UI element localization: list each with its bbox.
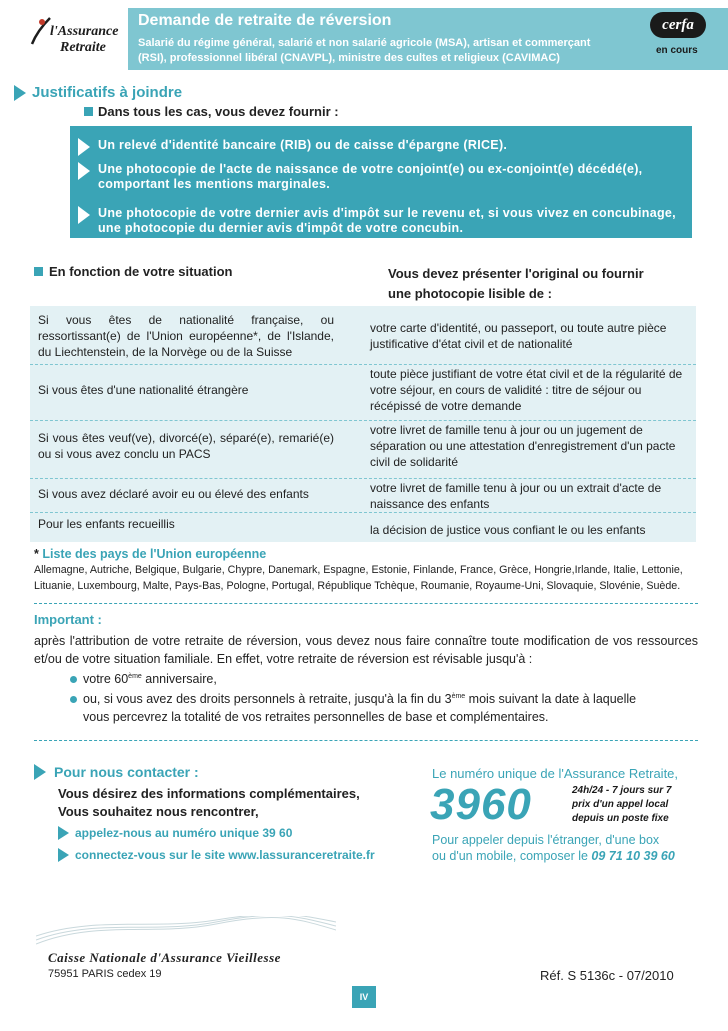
document-title: Demande de retraite de réversion [138, 12, 392, 29]
table-cell-document: votre livret de famille tenu à jour ou un extrait d'acte de naissance des enfants [370, 481, 662, 511]
contact-line: Vous désirez des informations complémentaires, [58, 786, 360, 801]
website-link[interactable] [58, 848, 375, 862]
arrow-icon [78, 138, 90, 156]
section-divider [34, 740, 698, 741]
phone-number[interactable]: 3960 [430, 780, 532, 829]
bullet-text: ou, si vous avez des droits personnels à retraite, jusqu'à la fin du 3 [83, 692, 452, 707]
documents-heading [388, 264, 644, 304]
all-cases-text: Dans tous les cas, vous devez fournir : [98, 104, 339, 119]
info-line: ou d'un mobile, composer le [432, 849, 592, 863]
detail-line: 24h/24 - 7 jours sur 7 [572, 785, 672, 796]
detail-line: depuis un poste fixe [572, 813, 669, 824]
eu-countries-title-text: Liste des pays de l'Union européenne [42, 547, 267, 561]
call-number-text: appelez-nous au numéro unique 39 60 [75, 826, 293, 840]
unique-number-heading: Le numéro unique de l'Assurance Retraite, [432, 766, 679, 781]
required-document-text: Une photocopie de votre dernier avis d'impôt sur le revenu et, si vous vivez en concubinage, une photocopie du dernier avis d'impôt de votre concubin. [98, 206, 676, 235]
table-cell-situation: Si vous êtes d'une nationalité étrangère [38, 383, 249, 397]
info-line: Pour appeler depuis l'étranger, d'une box [432, 833, 660, 847]
superscript: ème [128, 673, 142, 680]
documents-heading-line-2: une photocopie lisible de : [388, 286, 552, 301]
required-document-item [78, 162, 686, 192]
table-cell-situation: Si vous êtes de nationalité française, ou ressortissant(e) de l'Union européenne*, de l'Islande, du Liechtenstein, de la Norvège ou de la Suisse [38, 313, 334, 359]
page-number: IV [352, 986, 376, 1008]
bullet-text: anniversaire, [141, 672, 217, 687]
documents-heading-line-1: Vous devez présenter l'original ou fournir [388, 266, 644, 281]
table-cell-situation: Pour les enfants recueillis [38, 517, 175, 531]
bullet-dot-icon [70, 676, 77, 683]
situation-heading-text: En fonction de votre situation [49, 264, 233, 279]
international-call-info [432, 832, 675, 864]
row-divider [30, 478, 696, 479]
important-bullet-continued: vous percevrez la totalité de vos retraites personnelles de base et complémentaires. [83, 710, 549, 724]
table-cell-situation: Si vous êtes veuf(ve), divorcé(e), séparé(e), remarié(e) ou si vous avez conclu un PACS [38, 431, 334, 461]
detail-line: prix d'un appel local [572, 799, 669, 810]
phone-number-details [572, 784, 672, 826]
important-bullet [70, 668, 217, 688]
arrow-icon [58, 848, 69, 862]
table-cell-document: la décision de justice vous confiant le ou les enfants [370, 523, 646, 537]
row-divider [30, 512, 696, 513]
important-bullet [70, 688, 636, 708]
square-bullet-icon [84, 107, 93, 116]
eu-countries-title [34, 547, 266, 561]
arrow-icon [78, 162, 90, 180]
contact-title [34, 764, 199, 780]
arrow-icon [34, 764, 46, 780]
table-cell-document: votre livret de famille tenu à jour ou un jugement de séparation ou une attestation d'enregistrement d'un pacte civil de solidarité [370, 423, 676, 469]
organization-address: 75951 PARIS cedex 19 [48, 968, 162, 980]
logo-line-2: Retraite [60, 40, 106, 55]
bullet-text: mois suivant la date à laquelle [465, 692, 637, 707]
page-header [0, 0, 728, 72]
row-divider [30, 364, 696, 365]
logo-figure-icon [28, 16, 52, 46]
subtitle-line-2: (RSI), professionnel libéral (CNAVPL), ministre des cultes et religieux (CAVIMAC) [138, 52, 560, 64]
document-reference: Réf. S 5136c - 07/2010 [540, 968, 674, 983]
required-document-text: Un relevé d'identité bancaire (RIB) ou de caisse d'épargne (RICE). [98, 138, 508, 152]
logo-line-1: l'Assurance [50, 24, 119, 39]
important-title: Important : [34, 612, 102, 627]
website-text: connectez-vous sur le site www.lassuranceretraite.fr [75, 848, 375, 862]
eu-countries-list: Allemagne, Autriche, Belgique, Bulgarie, Chypre, Danemark, Espagne, Estonie, Finlande, France, Grèce, Hongrie,Irlande, Italie, Lettonie, Lituanie, Luxembourg, Malte, Pays-Bas, Pologne, Portugal, République Tchèque, Roumanie, Royaume-Uni, Slovaquie, Slovénie, Suède. [34, 564, 683, 592]
call-number-link[interactable] [58, 826, 292, 840]
decorative-waves [36, 916, 336, 946]
section-divider [34, 603, 698, 604]
arrow-icon [78, 206, 90, 224]
table-cell-situation: Si vous avez déclaré avoir eu ou élevé des enfants [38, 487, 309, 501]
international-phone-number[interactable]: 09 71 10 39 60 [591, 849, 675, 863]
required-document-item [78, 206, 690, 236]
document-subtitle [138, 36, 638, 66]
important-text: après l'attribution de votre retraite de réversion, vous devez nous faire connaître toute modification de vos ressources et/ou de votre situation familiale. En effet, votre retraite de réversion est révisable jusqu'à : [34, 634, 698, 666]
table-cell-document: toute pièce justifiant de votre état civil et de la régularité de votre séjour, en cours de validité : titre de séjour ou récépissé de votre demande [370, 367, 683, 413]
section-title-text: Justificatifs à joindre [32, 84, 183, 101]
assurance-retraite-logo [18, 6, 133, 66]
organization-name: Caisse Nationale d'Assurance Vieillesse [48, 950, 281, 965]
required-document-text: Une photocopie de l'acte de naissance de votre conjoint(e) ou ex-conjoint(e) décédé(e), comportant les mentions marginales. [98, 162, 643, 191]
arrow-icon [58, 826, 69, 840]
row-divider [30, 420, 696, 421]
required-document-item [78, 138, 678, 156]
required-documents-box [70, 126, 692, 238]
subtitle-line-1: Salarié du régime général, salarié et non salarié agricole (MSA), artisan et commerçant [138, 37, 591, 49]
superscript: ème [451, 693, 466, 700]
section-title-justificatifs [14, 84, 182, 101]
cerfa-logo: cerfa [650, 12, 706, 38]
bullet-dot-icon [70, 696, 77, 703]
arrow-icon [14, 85, 26, 101]
situation-heading [34, 264, 232, 279]
square-bullet-icon [34, 267, 43, 276]
status-label: en cours [656, 45, 698, 56]
all-cases-heading [84, 104, 339, 119]
bullet-text: votre 60 [83, 672, 129, 687]
footnote-star: * [34, 547, 39, 561]
contact-line: Vous souhaitez nous rencontrer, [58, 804, 259, 819]
contact-title-text: Pour nous contacter : [54, 764, 199, 780]
table-cell-document: votre carte d'identité, ou passeport, ou toute autre pièce justificative d'état civil et de nationalité [370, 321, 667, 351]
